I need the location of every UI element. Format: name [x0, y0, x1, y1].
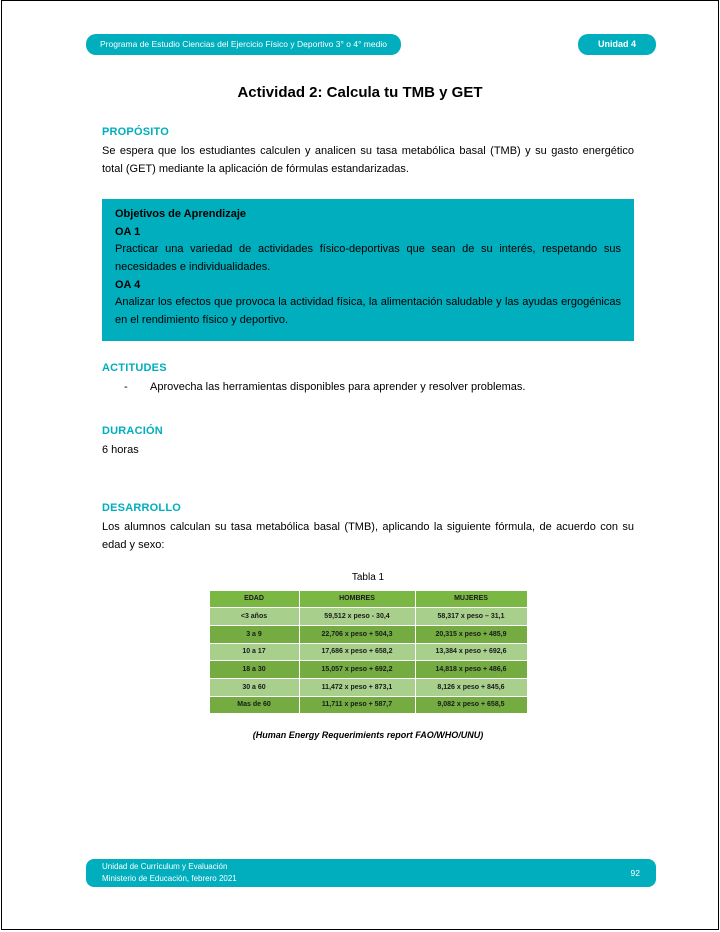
table-row [209, 661, 527, 679]
unit-badge: Unidad 4 [578, 34, 656, 55]
oa1-code: OA 1 [115, 225, 141, 238]
table-cell-edad: 30 a 60 [209, 679, 299, 697]
footer-ministry-line: Ministerio de Educación, febrero 2021 [102, 874, 237, 883]
table-header-mujeres: MUJERES [415, 590, 527, 608]
footer-text-block [102, 861, 237, 885]
actitudes-bullet-item [102, 379, 634, 396]
proposito-heading: PROPÓSITO [102, 126, 169, 138]
table-header-hombres: HOMBRES [299, 590, 415, 608]
table-cell-hombres: 11,711 x peso + 587,7 [299, 696, 415, 714]
table-cell-hombres: 17,686 x peso + 658,2 [299, 643, 415, 661]
oa-box-heading: Objetivos de Aprendizaje [115, 208, 247, 221]
table-cell-mujeres: 13,384 x peso + 692,6 [415, 643, 527, 661]
document-page [1, 0, 719, 930]
table-cell-edad: 3 a 9 [209, 626, 299, 644]
table-row [209, 626, 527, 644]
bullet-text: Aprovecha las herramientas disponibles para aprender y resolver problemas. [150, 381, 526, 394]
objetivos-aprendizaje-box [102, 199, 634, 341]
page-content [102, 126, 634, 740]
actitudes-heading: ACTITUDES [102, 362, 167, 375]
table-header-row [209, 590, 527, 608]
table-row [209, 608, 527, 626]
footer-org-line: Unidad de Currículum y Evaluación [102, 862, 228, 871]
table-cell-hombres: 22,706 x peso + 504,3 [299, 626, 415, 644]
table-row [209, 643, 527, 661]
table-title: Tabla 1 [351, 571, 385, 583]
duracion-heading: DURACIÓN [102, 424, 163, 437]
table-cell-edad: <3 años [209, 608, 299, 626]
tmb-formula-table [209, 590, 528, 715]
table-cell-mujeres: 9,082 x peso + 658,5 [415, 696, 527, 714]
desarrollo-heading: DESARROLLO [102, 502, 181, 515]
oa1-text: Practicar una variedad de actividades físico-deportivas que sean de su interés, respetando sus necesidades e individualidades. [115, 243, 621, 273]
table-cell-hombres: 11,472 x peso + 873,1 [299, 679, 415, 697]
table-cell-edad: 18 a 30 [209, 661, 299, 679]
proposito-body: Se espera que los estudiantes calculen y analicen su tasa metabólica basal (TMB) y su gasto energético total (GET) mediante la aplicación de fórmulas estandarizadas. [102, 145, 634, 175]
bullet-dash: - [124, 381, 128, 394]
page-number: 92 [630, 867, 640, 878]
table-row [209, 696, 527, 714]
page-header [86, 34, 656, 55]
table-cell-edad: 10 a 17 [209, 643, 299, 661]
duracion-body: 6 horas [102, 443, 139, 456]
table-cell-edad: Mas de 60 [209, 696, 299, 714]
oa4-text: Analizar los efectos que provoca la actividad física, la alimentación saludable y las ayudas ergogénicas en el rendimiento físico y deportivo. [115, 296, 621, 326]
table-cell-mujeres: 14,818 x peso + 486,6 [415, 661, 527, 679]
table-cell-hombres: 59,512 x peso - 30,4 [299, 608, 415, 626]
activity-title: Actividad 2: Calcula tu TMB y GET [237, 84, 483, 101]
oa4-code: OA 4 [115, 278, 141, 291]
table-source-caption: (Human Energy Requerimients report FAO/WHO/UNU) [252, 730, 484, 741]
program-title-bar: Programa de Estudio Ciencias del Ejercicio Físico y Deportivo 3° o 4° medio [86, 34, 401, 55]
desarrollo-body: Los alumnos calculan su tasa metabólica basal (TMB), aplicando la siguiente fórmula, de acuerdo con su edad y sexo: [102, 521, 634, 552]
table-cell-mujeres: 8,126 x peso + 845,6 [415, 679, 527, 697]
table-cell-hombres: 15,057 x peso + 692,2 [299, 661, 415, 679]
table-row [209, 679, 527, 697]
table-cell-mujeres: 20,315 x peso + 485,9 [415, 626, 527, 644]
table-header-edad: EDAD [209, 590, 299, 608]
table-cell-mujeres: 58,317 x peso – 31,1 [415, 608, 527, 626]
page-footer [86, 859, 656, 887]
